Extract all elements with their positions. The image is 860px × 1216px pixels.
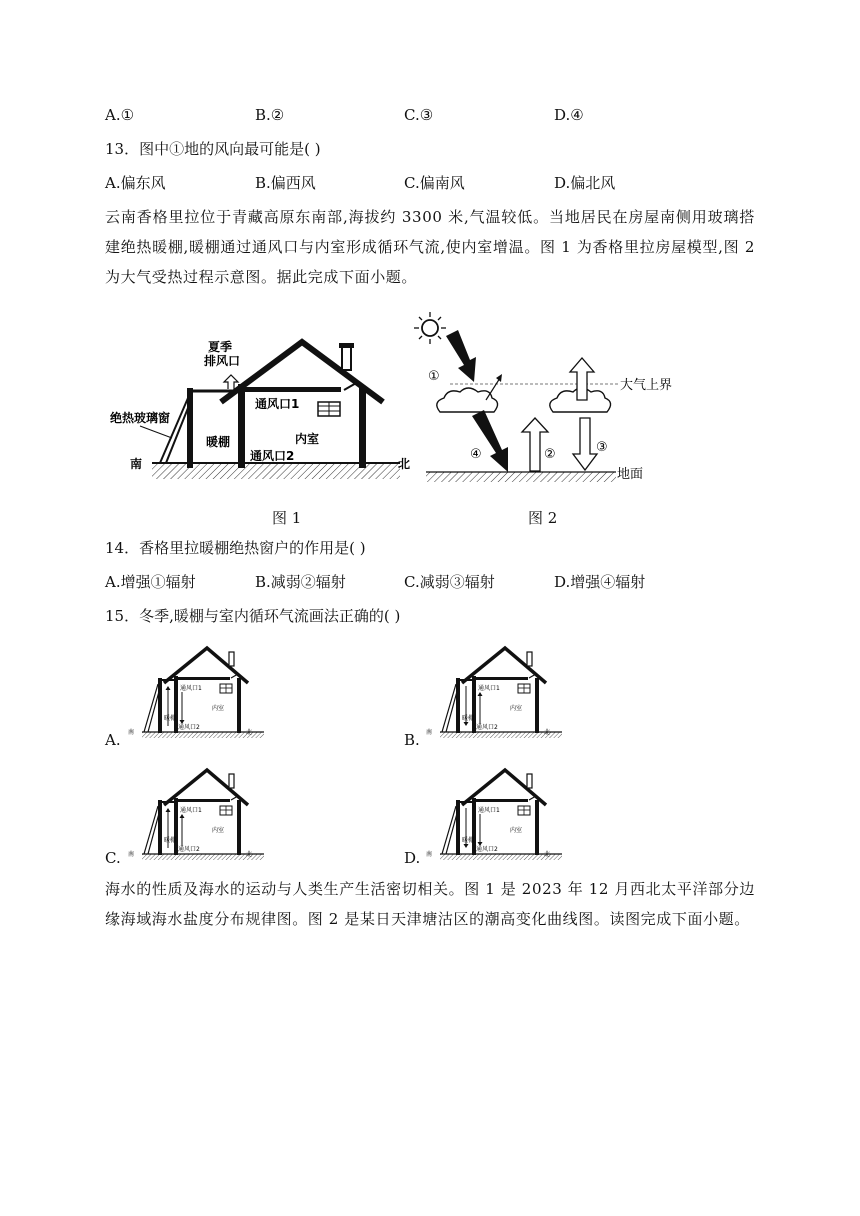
passage-2: 海水的性质及海水的运动与人类生产生活密切相关。图 1 是 2023 年 12 月西北太平洋部分边缘海域海水盐度分布规律图。图 2 是某日天津塘沽区的潮高变化曲线图。读图完成下面小题。: [105, 880, 755, 928]
mini-label-greenhouse: 暖棚: [164, 837, 177, 844]
mini-label-north: 北: [246, 851, 253, 858]
q14-option-d: D.增强④辐射: [554, 573, 646, 591]
label-room: 内室: [295, 432, 320, 446]
q14-option-a: A.增强①辐射: [105, 573, 196, 591]
q12-option-d: D.④: [554, 106, 584, 124]
q15-option-a: A.: [105, 731, 121, 749]
q13-stem: 13．图中①地的风向最可能是( ): [105, 140, 321, 158]
q15-option-c: C.: [105, 849, 121, 867]
airflow-arrowhead: [464, 844, 469, 848]
mini-label-vent-2: 通风口2: [178, 846, 200, 853]
q12-option-b: B.②: [255, 106, 285, 124]
airflow-arrowhead: [166, 686, 171, 690]
mini-label-south: 南: [426, 851, 433, 858]
mini-label-vent-2: 通风口2: [476, 846, 498, 853]
q15-stem: 15．冬季,暖棚与室内循环气流画法正确的( ): [105, 607, 401, 625]
mini-label-greenhouse: 暖棚: [462, 715, 475, 722]
figure-2-caption: 图 2: [528, 509, 558, 527]
label-north: 北: [398, 457, 411, 471]
mini-label-room: 内室: [510, 827, 523, 834]
label-radiation-3: ③: [596, 440, 608, 455]
q13-option-c: C.偏南风: [404, 174, 465, 192]
mini-label-greenhouse: 暖棚: [164, 715, 177, 722]
q15-option-b: B.: [404, 731, 420, 749]
q13-option-b: B.偏西风: [255, 174, 316, 192]
mini-label-room: 内室: [510, 705, 523, 712]
sun-icon: [414, 312, 446, 344]
option-d-diagram: [418, 762, 563, 864]
mini-label-north: 北: [246, 729, 253, 736]
mini-label-north: 北: [544, 729, 551, 736]
airflow-arrowhead: [464, 722, 469, 726]
q14-option-c: C.减弱③辐射: [404, 573, 495, 591]
mini-label-vent-1: 通风口1: [478, 685, 500, 692]
q15-option-d: D.: [404, 849, 421, 867]
mini-label-south: 南: [128, 729, 135, 736]
mini-label-vent-1: 通风口1: [180, 807, 202, 814]
q12-option-a: A.①: [105, 106, 135, 124]
label-summer: 夏季: [208, 340, 233, 354]
label-radiation-2: ②: [544, 447, 556, 462]
label-glass-window: 绝热玻璃窗: [110, 411, 171, 425]
mini-label-vent-1: 通风口1: [478, 807, 500, 814]
mini-label-room: 内室: [212, 827, 225, 834]
q12-option-c: C.③: [404, 106, 434, 124]
label-ground: 地面: [617, 467, 644, 482]
mini-label-south: 南: [128, 851, 135, 858]
label-exhaust-vent: 排风口: [204, 354, 241, 368]
label-greenhouse: 暖棚: [206, 435, 231, 449]
q14-option-b: B.减弱②辐射: [255, 573, 346, 591]
label-vent-1: 通风口1: [255, 397, 300, 411]
mini-label-vent-2: 通风口2: [178, 724, 200, 731]
figure-1-house-model: [100, 330, 420, 490]
option-c-diagram: [120, 762, 265, 864]
airflow-arrowhead: [180, 814, 185, 818]
airflow-arrowhead: [478, 692, 483, 696]
mini-label-south: 南: [426, 729, 433, 736]
passage-1: 云南香格里拉位于青藏高原东南部,海拔约 3300 米,气温较低。当地居民在房屋南侧用玻璃搭建绝热暖棚,暖棚通过通风口与内室形成循环气流,使内室增温。图 1 为香格里拉房屋模型,图 2 为大气受热过程示意图。据此完成下面小题。: [105, 208, 755, 286]
option-b-diagram: [418, 640, 563, 742]
option-a-diagram: [120, 640, 265, 742]
q13-option-d: D.偏北风: [554, 174, 616, 192]
figure-1-caption: 图 1: [272, 509, 302, 527]
mini-label-vent-2: 通风口2: [476, 724, 498, 731]
label-south: 南: [130, 457, 143, 471]
figure-2-atmosphere-heating: [410, 308, 700, 488]
mini-label-room: 内室: [212, 705, 225, 712]
mini-label-north: 北: [544, 851, 551, 858]
airflow-arrowhead: [166, 808, 171, 812]
label-radiation-1: ①: [428, 369, 440, 384]
q14-stem: 14．香格里拉暖棚绝热窗户的作用是( ): [105, 539, 366, 557]
mini-label-vent-1: 通风口1: [180, 685, 202, 692]
label-atmosphere-top: 大气上界: [620, 378, 673, 393]
label-vent-2: 通风口2: [250, 449, 295, 463]
q13-option-a: A.偏东风: [105, 174, 166, 192]
mini-label-greenhouse: 暖棚: [462, 837, 475, 844]
label-radiation-4: ④: [470, 447, 482, 462]
